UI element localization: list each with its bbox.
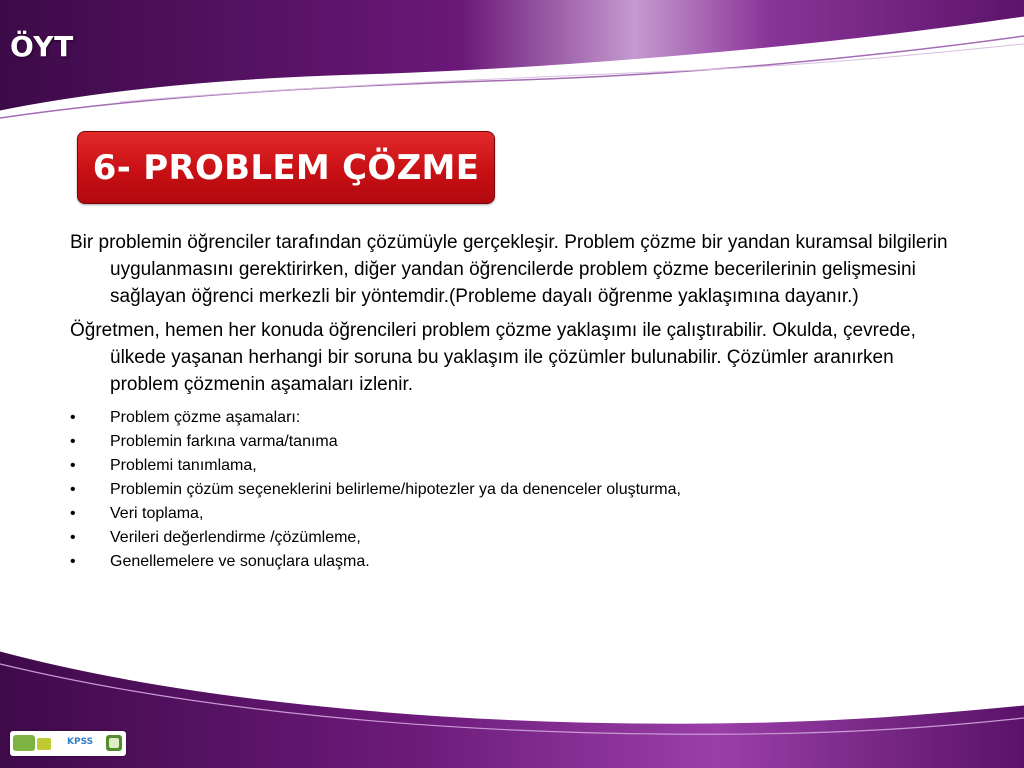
list-item-text: Genellemelere ve sonuçlara ulaşma. [110,553,370,570]
bullet-icon: • [70,553,76,570]
slide-title-box [77,131,495,204]
bullet-icon: • [70,505,76,522]
bullet-icon: • [70,481,76,498]
list-item [70,454,950,478]
bullet-icon: • [70,529,76,546]
bullet-icon: • [70,409,76,426]
bullet-icon: • [70,457,76,474]
list-item [70,430,950,454]
kpss-logo [10,731,126,756]
list-item-text: Problemi tanımlama, [110,457,257,474]
paragraph-1: Bir problemin öğrenciler tarafından çözümüyle gerçekleşir. Problem çözme bir yandan kuramsal bilgilerin uygulanmasını gerektirirken, diğer yandan öğrencilerde problem çözme becerilerinin gelişmesini sağlayan öğrenci merkezli bir yöntemdir.(Probleme dayalı öğrenme yaklaşımına dayanır.) [70,232,948,307]
list-item [70,526,950,550]
list-item-text: Problemin çözüm seçeneklerini belirleme/hipotezler ya da denenceler oluşturma, [110,481,681,498]
bullet-icon: • [70,433,76,450]
bullet-list [70,406,950,574]
list-item [70,550,950,574]
slide-content [70,229,950,574]
slide-title: 6- PROBLEM ÇÖZME [92,147,480,188]
brand-title: ÖYT [10,30,74,63]
list-item-text: Problemin farkına varma/tanıma [110,433,338,450]
list-item [70,406,950,430]
logo-text: KPSS [67,737,94,747]
list-item-text: Verileri değerlendirme /çözümleme, [110,529,361,546]
list-item [70,478,950,502]
list-item-text: Veri toplama, [110,505,204,522]
list-item [70,502,950,526]
list-item-text: Problem çözme aşamaları: [110,409,301,426]
paragraph-2: Öğretmen, hemen her konuda öğrencileri problem çözme yaklaşımı ile çalıştırabilir. Okulda, çevrede, ülkede yaşanan herhangi bir soruna bu yaklaşım ile çözümler bulunabilir. Çözümler aranırken problem çözmenin aşamaları izlenir. [70,320,916,395]
